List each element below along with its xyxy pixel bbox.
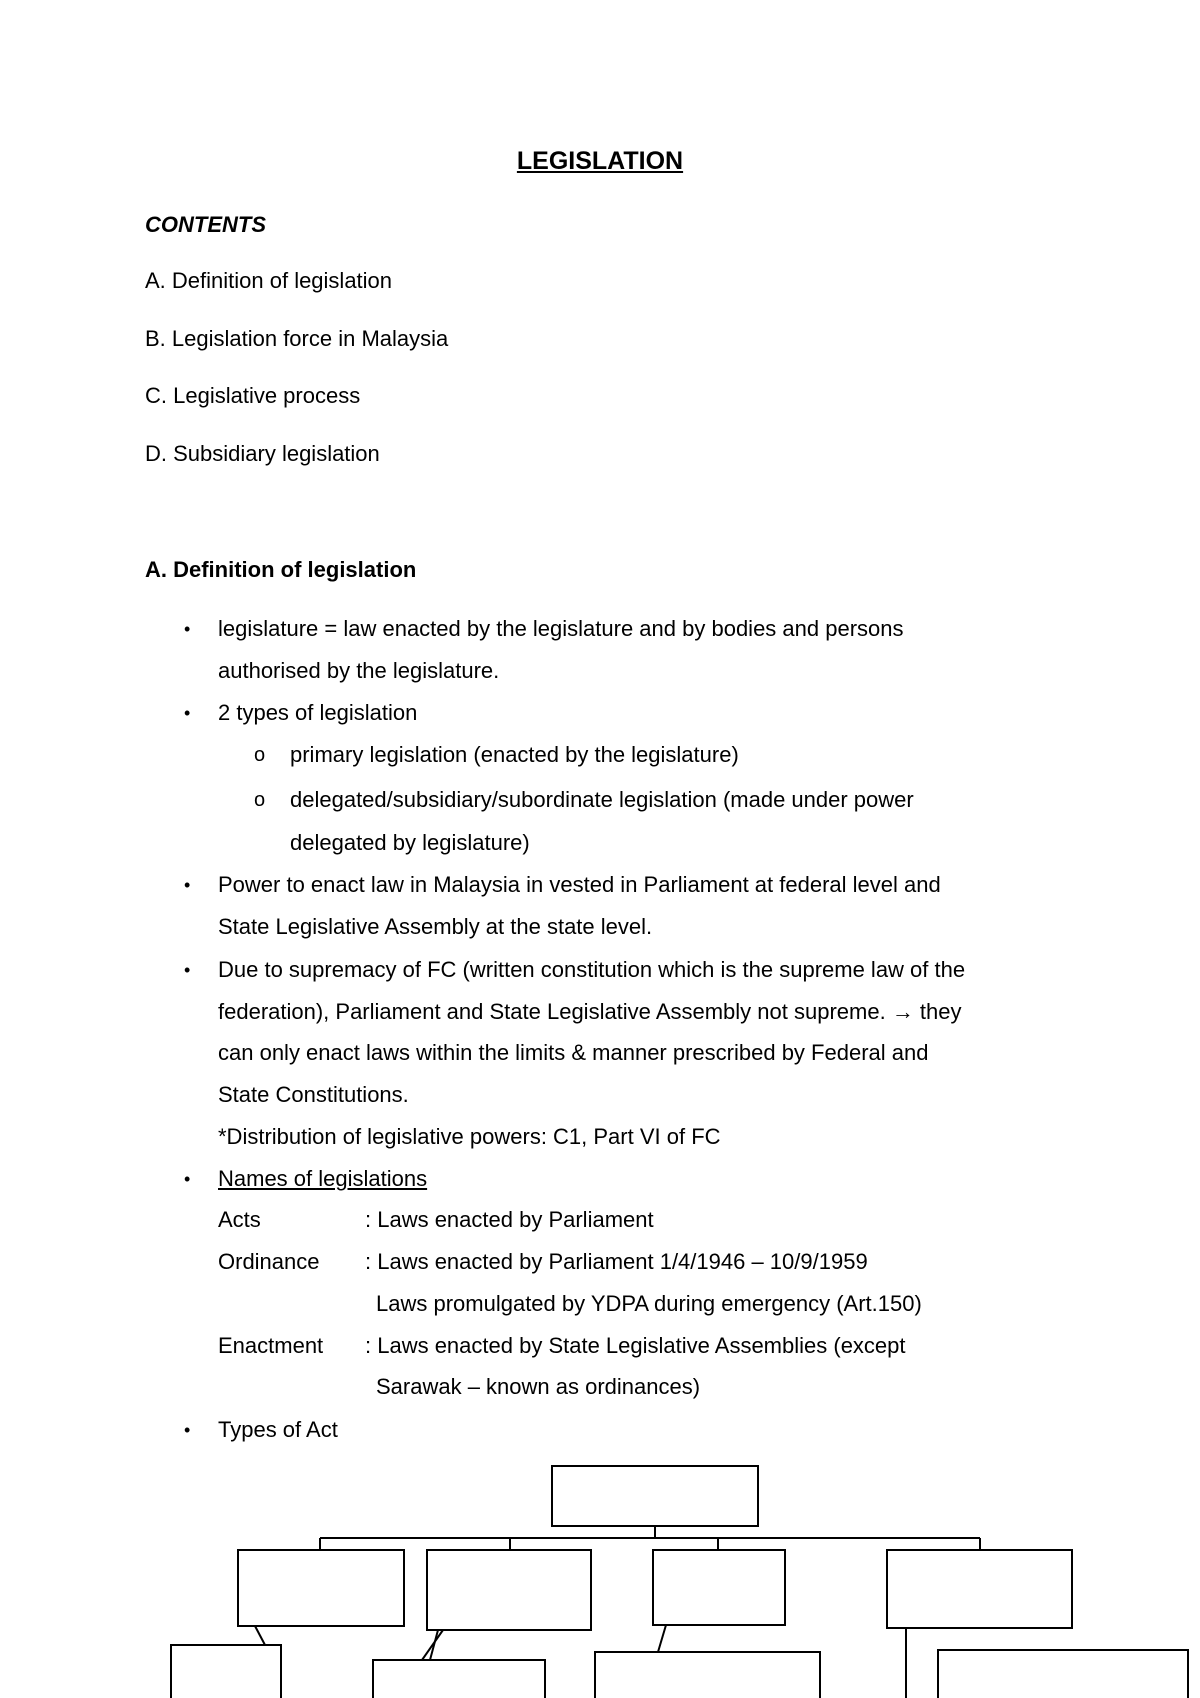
- term-definition: Laws promulgated by YDPA during emergency (Art.150): [376, 1291, 922, 1316]
- diagram-connector: [422, 1630, 443, 1660]
- diagram-grandchild-box: [595, 1652, 820, 1698]
- bullet-marker: •: [184, 703, 191, 723]
- term-definition: : Laws enacted by Parliament: [365, 1207, 654, 1232]
- sub-bullet-text: delegated by legislature): [290, 830, 530, 855]
- term-definition: : Laws enacted by Parliament 1/4/1946 – 10/9/1959: [365, 1249, 868, 1274]
- sub-bullet-text: delegated/subsidiary/subordinate legislation (made under power: [290, 787, 914, 812]
- bullet-text: legislature = law enacted by the legislature and by bodies and persons: [218, 616, 904, 641]
- bullet-text: State Legislative Assembly at the state level.: [218, 914, 653, 939]
- bullet-marker: •: [184, 960, 191, 980]
- bullet-marker: •: [184, 1420, 191, 1440]
- term-label: Ordinance: [218, 1249, 320, 1274]
- bullet-text: Power to enact law in Malaysia in vested in Parliament at federal level and: [218, 872, 941, 897]
- bullet-text-part: federation), Parliament and State Legislative Assembly not supreme.: [218, 999, 892, 1024]
- bullet-text: State Constitutions.: [218, 1082, 409, 1107]
- diagram-root-box: [552, 1466, 758, 1526]
- term-label: Enactment: [218, 1333, 324, 1358]
- bullet-text: authorised by the legislature.: [218, 658, 500, 683]
- term-definition: Sarawak – known as ordinances): [376, 1374, 701, 1399]
- diagram-grandchild-box: [171, 1645, 281, 1698]
- bullet-note: *Distribution of legislative powers: C1, Part VI of FC: [218, 1124, 721, 1149]
- bullet-marker: •: [184, 1169, 191, 1189]
- names-heading: Names of legislations: [218, 1166, 428, 1191]
- bullet-text-part: they: [913, 999, 962, 1024]
- bullet-marker: •: [184, 619, 191, 639]
- diagram-child-box: [427, 1550, 591, 1630]
- toc-item: B. Legislation force in Malaysia: [145, 326, 449, 351]
- toc-item: A. Definition of legislation: [145, 268, 393, 293]
- right-arrow-icon: →: [891, 999, 914, 1024]
- page-title: LEGISLATION: [516, 147, 684, 175]
- bullet-marker: •: [184, 875, 191, 895]
- bullet-text: Due to supremacy of FC (written constitution which is the supreme law of the: [218, 957, 966, 982]
- diagram-child-box: [653, 1550, 785, 1625]
- diagram-grandchild-box: [938, 1650, 1188, 1698]
- section-heading: A. Definition of legislation: [145, 557, 417, 582]
- diagram-grandchild-box: [373, 1660, 545, 1698]
- toc-item: C. Legislative process: [145, 383, 361, 408]
- sub-bullet-text: primary legislation (enacted by the legislature): [290, 742, 739, 767]
- diagram-connector: [430, 1630, 438, 1660]
- diagram-child-box: [238, 1550, 404, 1626]
- bullet-text: Types of Act: [218, 1417, 338, 1442]
- bullet-text: 2 types of legislation: [218, 700, 418, 725]
- sub-bullet-marker: o: [254, 744, 266, 766]
- diagram-child-box: [887, 1550, 1072, 1628]
- diagram-connector: [255, 1626, 265, 1645]
- contents-heading: CONTENTS: [145, 212, 266, 237]
- term-definition: : Laws enacted by State Legislative Assemblies (except: [365, 1333, 906, 1358]
- bullet-text: can only enact laws within the limits & manner prescribed by Federal and: [218, 1040, 929, 1065]
- sub-bullet-marker: o: [254, 789, 266, 811]
- diagram-connector: [658, 1625, 666, 1652]
- term-label: Acts: [218, 1207, 261, 1232]
- toc-item: D. Subsidiary legislation: [145, 441, 380, 466]
